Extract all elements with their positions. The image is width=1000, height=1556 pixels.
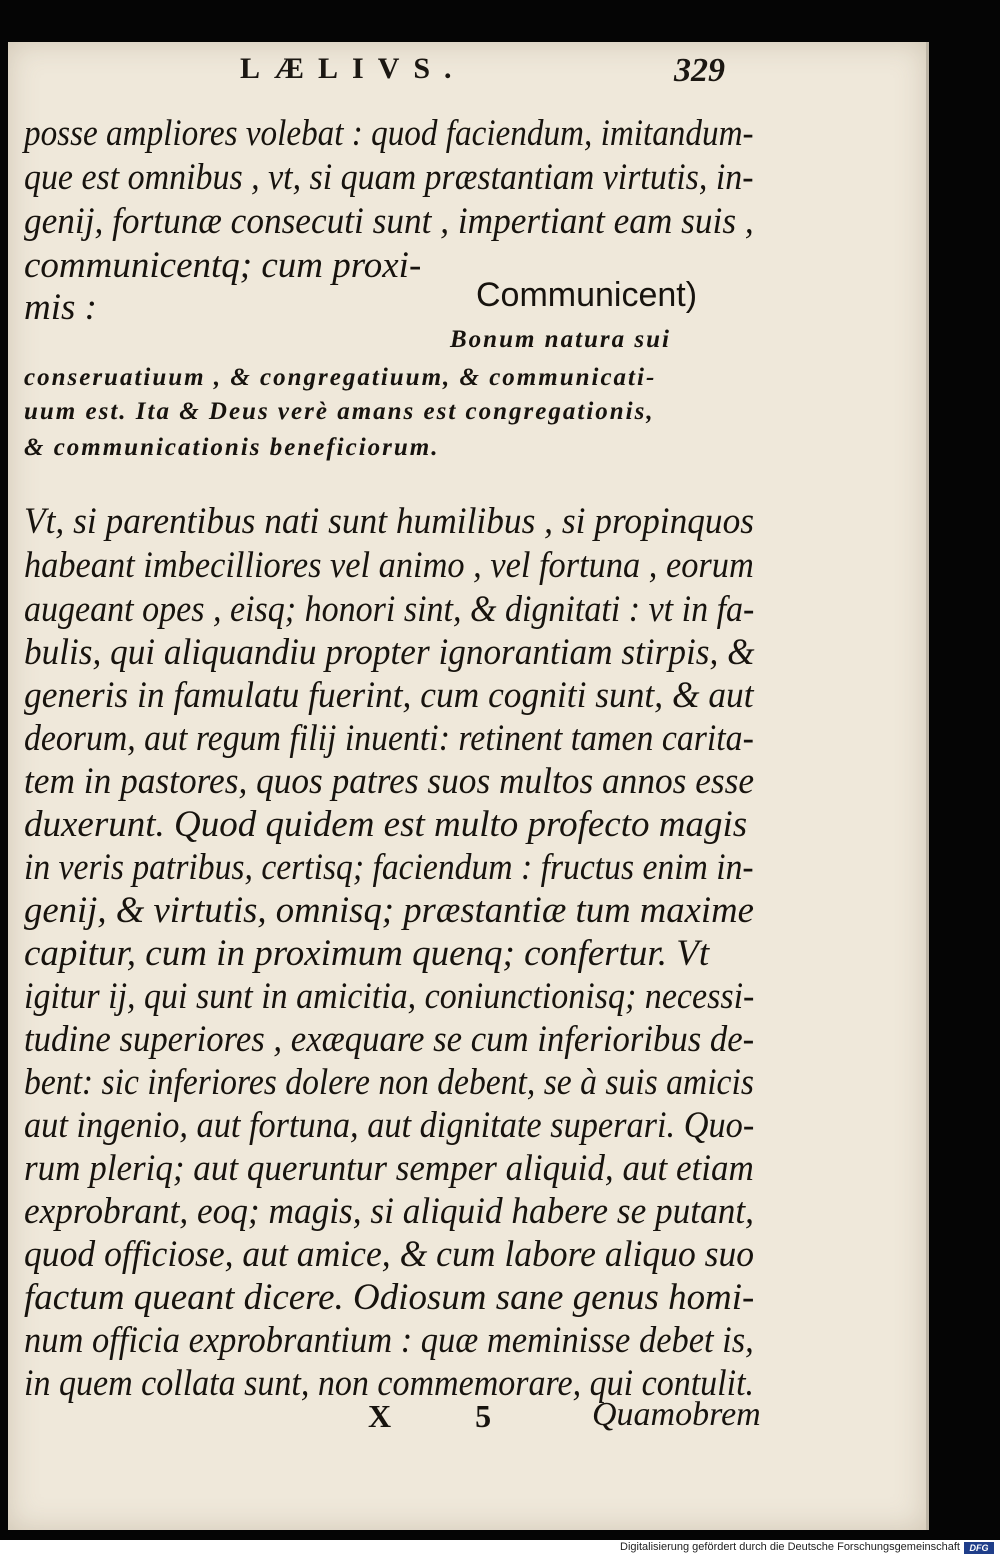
note-line: uum est. Ita & Deus verè amans est congregationis, xyxy=(24,398,655,425)
text-line: aut ingenio, aut fortuna, aut dignitate superari. Quo- xyxy=(24,1105,755,1146)
text-line: que est omnibus , vt, si quam præstantiam virtutis, in- xyxy=(24,157,754,198)
catchword: Quamobrem xyxy=(592,1396,761,1433)
text-line: bent: sic inferiores dolere non debent, se à suis amicis xyxy=(24,1062,754,1103)
note-line: & communicationis beneficiorum. xyxy=(24,434,440,461)
running-head: LÆLIVS. xyxy=(240,52,466,85)
page-edge xyxy=(926,42,929,1530)
text-line: mis : xyxy=(24,287,97,328)
text-line: tem in pastores, quos patres suos multos annos esse xyxy=(24,761,755,802)
text-line: tudine superiores , exæquare se cum inferioribus de- xyxy=(24,1019,755,1060)
text-line: quod officiose, aut amice, & cum labore aliquo suo xyxy=(24,1234,755,1275)
note-line: conseruatiuum , & congregatiuum, & communicati- xyxy=(24,364,657,391)
text-line: capitur, cum in proximum quenq; confertur. Vt xyxy=(24,933,710,974)
text-line: bulis, qui aliquandiu propter ignorantiam stirpis, & xyxy=(24,632,755,673)
text-line: in veris patribus, certisq; faciendum : fructus enim in- xyxy=(24,847,754,888)
digitization-credit: Digitalisierung gefördert durch die Deutsche Forschungsgemeinschaft xyxy=(620,1541,960,1553)
text-line: generis in famulatu fuerint, cum cogniti sunt, & aut xyxy=(24,675,754,716)
text-line: exprobrant, eoq; magis, si aliquid habere se putant, xyxy=(24,1191,754,1232)
text-line: in quem collata sunt, non commemorare, qui contulit. xyxy=(24,1363,755,1404)
text-line: Vt, si parentibus nati sunt humilibus , si propinquos xyxy=(24,501,755,542)
text-line: igitur ij, qui sunt in amicitia, coniunctionisq; necessi- xyxy=(24,976,755,1017)
text-line: genij, fortunæ consecuti sunt , impertiant eam suis , xyxy=(24,201,754,242)
text-line: deorum, aut regum filij inuenti: retinent tamen carita- xyxy=(24,718,754,759)
dfg-logo: DFG xyxy=(964,1542,994,1554)
page-number: 329 xyxy=(674,52,725,89)
text-line: factum queant dicere. Odiosum sane genus homi- xyxy=(24,1277,755,1318)
text-line: augeant opes , eisq; honori sint, & dignitati : vt in fa- xyxy=(24,589,755,630)
text-line: num officia exprobrantium : quæ meminisse debet is, xyxy=(24,1320,754,1361)
text-line: genij, & virtutis, omnisq; præstantiæ tum maxime xyxy=(24,890,754,931)
text-line: habeant imbecilliores vel animo , vel fortuna , eorum xyxy=(24,545,754,586)
text-line: duxerunt. Quod quidem est multo profecto magis xyxy=(24,804,748,845)
note-line: Bonum natura sui xyxy=(450,326,671,353)
text-line: communicentq; cum proxi- xyxy=(24,245,422,286)
note-heading: Communicent) xyxy=(476,276,698,314)
text-line: rum pleriq; aut queruntur semper aliquid, aut etiam xyxy=(24,1148,754,1189)
signature-mark: X 5 xyxy=(368,1398,530,1434)
text-line: posse ampliores volebat : quod faciendum, imitandum- xyxy=(24,113,754,154)
